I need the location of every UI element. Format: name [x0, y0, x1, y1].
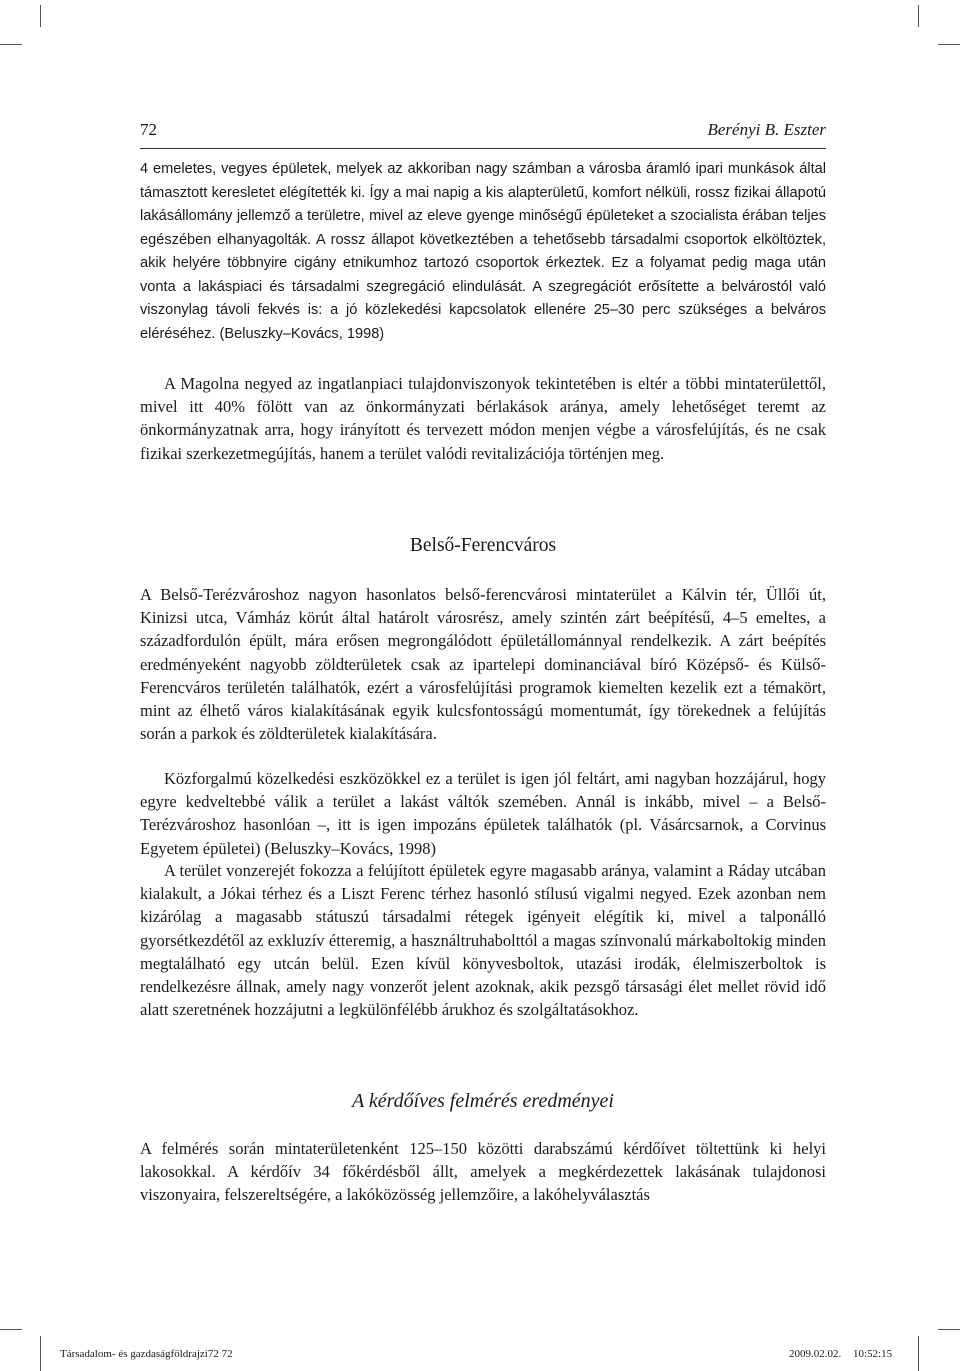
footer-time: 10:52:15 [853, 1348, 893, 1360]
crop-mark-bottom-right-h [938, 1329, 960, 1330]
crop-mark-top-left-h [0, 44, 22, 45]
paragraph-2: A Magolna negyed az ingatlanpiaci tulajdonviszonyok tekintetében is eltér a többi mintaterülettől, mivel itt 40% fölött van az önkormányzati bérlakások aránya, amely lehetőséget teremt az önkormányzatnak arra, hogy irányított és tervezett módon menjen végbe a városfelújítás, és ne csak fizikai szerkezetmegújítás, hanem a terület valódi revitalizációja történjen meg. [140, 374, 826, 463]
section-heading-survey-results: A kérdőíves felmérés eredményei [352, 1090, 614, 1112]
crop-mark-top-left-v [40, 5, 41, 27]
crop-mark-top-right-v [918, 5, 919, 27]
crop-mark-bottom-left-v [40, 1336, 41, 1371]
running-author: Berényi B. Eszter [707, 120, 826, 139]
crop-mark-bottom-left-h [0, 1329, 22, 1330]
header-rule [140, 148, 826, 149]
section-heading-belso-ferencvaros: Belső-Ferencváros [409, 535, 557, 556]
paragraph-6: A felmérés során mintaterületenként 125–150 közötti darabszámú kérdőívet töltettünk ki helyi lakosokkal. A kérdőív 34 főkérdésből állt, amelyek a megkérdezettek lakásának tulajdonosi viszonyaira, felszereltségére, a lakóközösség jellemzőire, a lakóhelyválasztás [140, 1139, 826, 1205]
paragraph-4: Közforgalmú közelkedési eszközökkel ez a terület is igen jól feltárt, ami nagyban hozzájárul, hogy egyre kedveltebbé válik a terület a lakást váltók szemében. Annál is inkább, mivel – a Belső-Terézvároshoz hasonlóan –, itt is igen impozáns épületek találhatók (pl. Vásárcsarnok, a Corvinus Egyetem épületei) (Beluszky–Kovács, 1998) [140, 769, 826, 858]
footer-file-label: Társadalom- és gazdaságföldrajzi72 72 [60, 1348, 233, 1360]
page-number: 72 [140, 120, 157, 139]
paragraph-3: A Belső-Terézvároshoz nagyon hasonlatos belső-ferencvárosi mintaterület a Kálvin tér, Üllői út, Kinizsi utca, Vámház körút által határolt városrész, amely szintén zárt beépítésű, 4–5 emeltes, a századfordulón épült, mára erősen megrongálódott épületállománnyal rendelkezik. A zárt beépítés eredményeként nagyobb zöldterületek csak az ipartelepi dominanciával bíró Középső- és Külső-Ferencváros területén találhatók, ezért a városfelújítási programok kiemelten kezelik ezt a témakört, mint az élhető város kialakításának egyik kulcsfontosságú momentumát, így törekednek a felújítás során a parkok és zöldterületek kialakítására. [140, 585, 826, 744]
crop-mark-bottom-right-v [918, 1336, 919, 1371]
paragraph-1: 4 emeletes, vegyes épületek, melyek az akkoriban nagy számban a városba áramló ipari munkások által támasztott keresletet elégítették ki. Így a mai napig a kis alapterületű, komfort nélküli, rossz fizikai állapotú lakásállomány jellemző a területre, mivel az eleve gyenge minőségű épületeket a szocialista érában teljes egészében elhanyagolták. A rossz állapot következtében a tehetősebb társadalmi csoportok elköltöztek, akik helyére többnyire cigány etnikumhoz tartozó csoportok érkeztek. Ez a folyamat pedig maga után vonta a lakáspiaci és társadalmi szegregáció elindulását. A szegregációt erősítette a belvárostól való viszonylag távoli fekvés is: a jó közlekedési kapcsolatok ellenére 25–30 perc szükséges a belváros eléréséhez. (Beluszky–Kovács, 1998) [140, 161, 826, 342]
paragraph-5: A terület vonzerejét fokozza a felújított épületek egyre magasabb aránya, valamint a Ráday utcában kialakult, a Jókai térhez és a Liszt Ferenc térhez hasonló stílusú vigalmi negyed. Ezek azonban nem kizárólag a magasabb státuszú társadalmi rétegek igényeit elégítik ki, mivel a talponálló gyorsétkezdétől az exkluzív étteremig, a használtruhabolttól a magas színvonalú márkaboltokig minden megtalálható egy utcán belül. Ezen kívül könyvesboltok, utazási irodák, élelmiszerboltok is rendelkezésre állnak, amely nagy vonzerőt jelent azoknak, akik pezsgő társasági élet mellet rövid idő alatt szeretnének hozzájutni a legkülönfélébb árukhoz és szolgáltatásokhoz. [140, 861, 826, 1020]
footer-date: 2009.02.02. [789, 1348, 842, 1360]
crop-mark-top-right-h [938, 44, 960, 45]
